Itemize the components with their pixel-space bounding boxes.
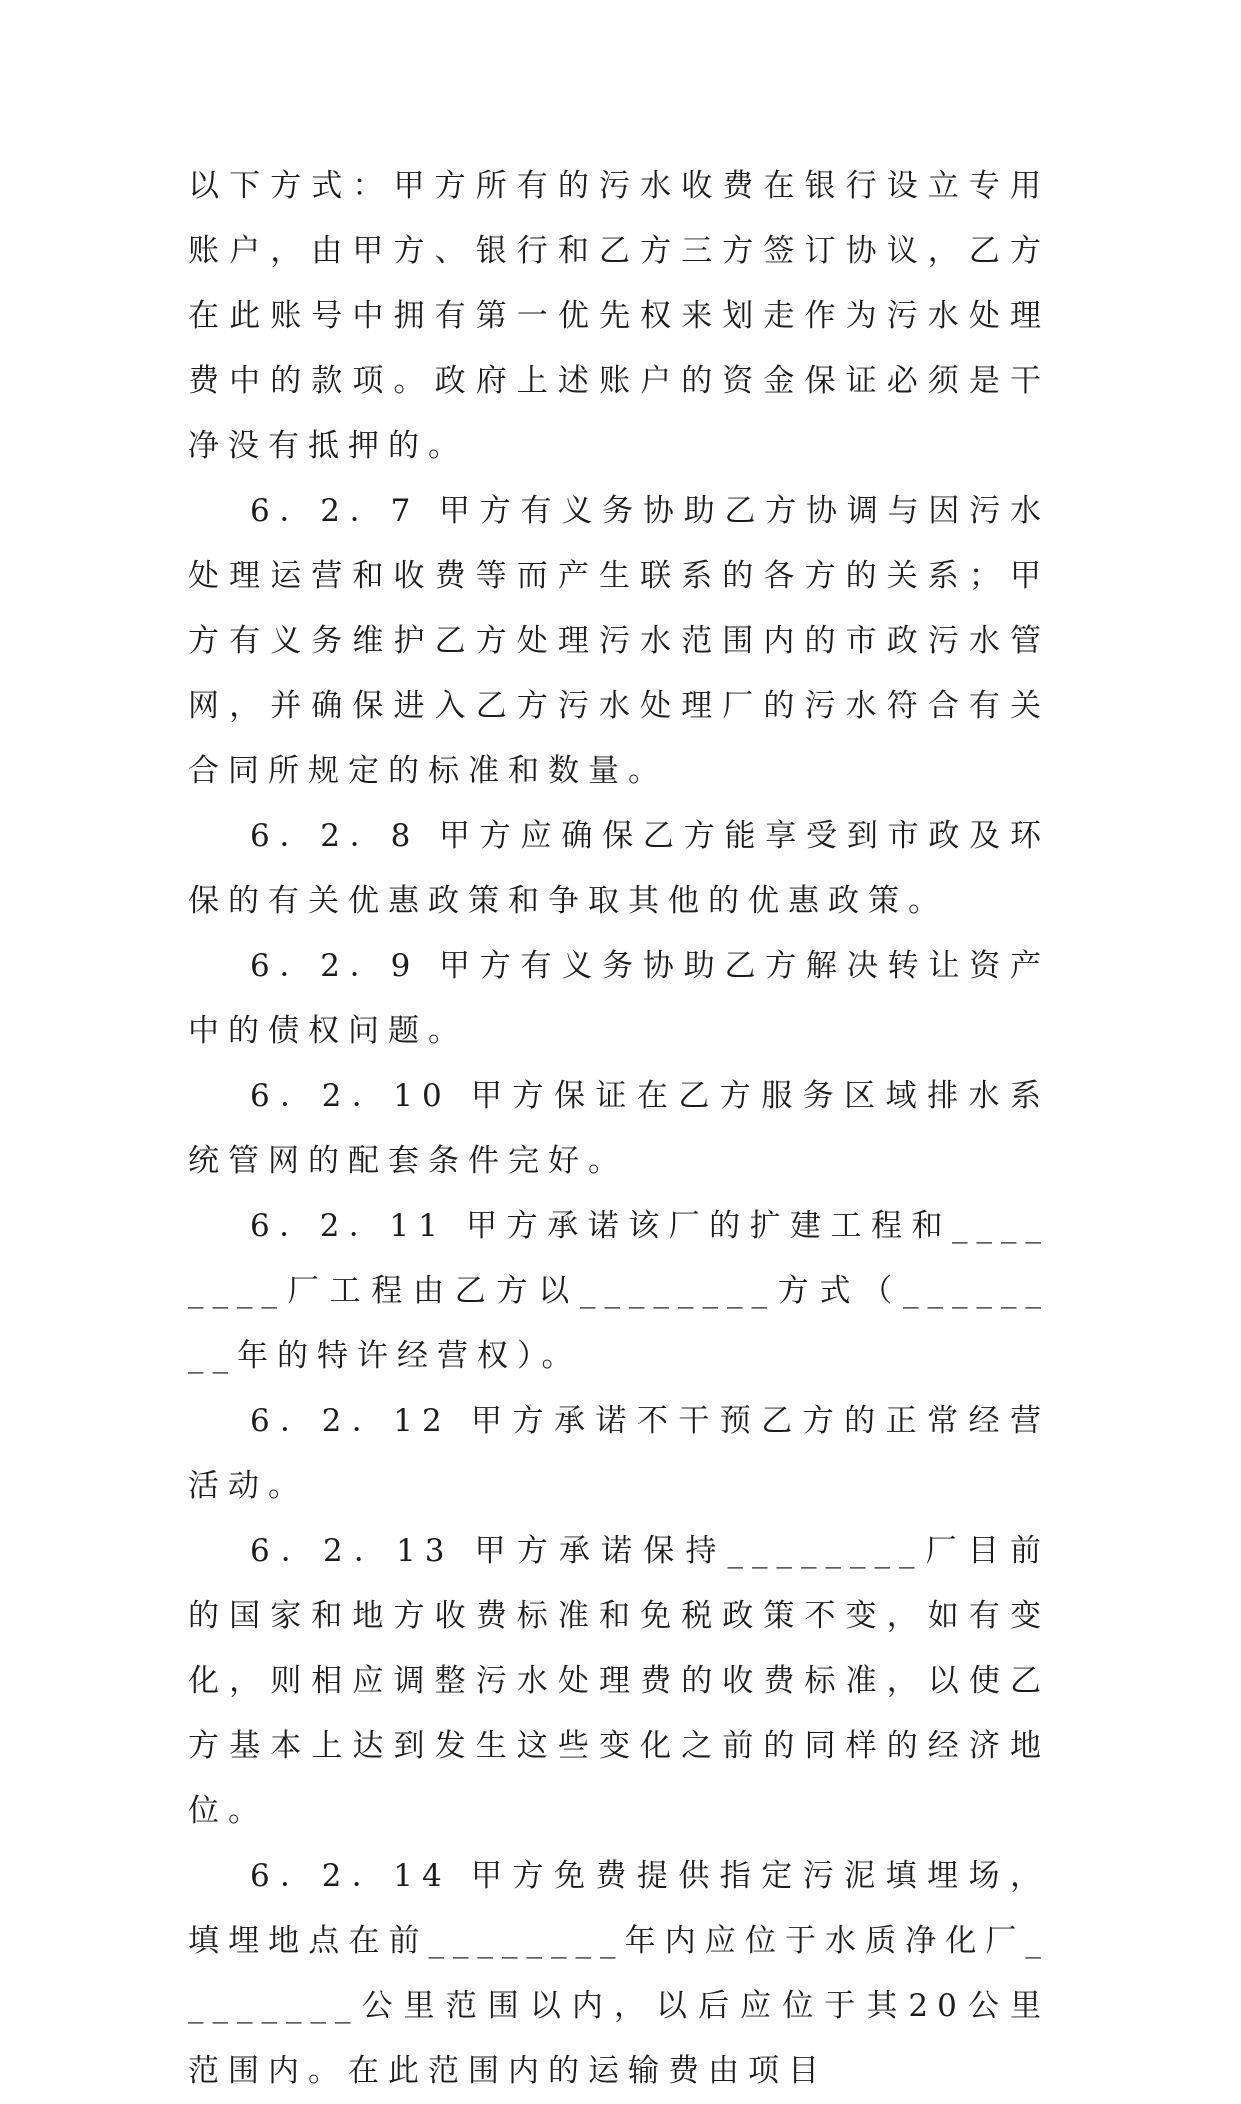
- clause-6-2-7: 6．2．7 甲方有义务协助乙方协调与因污水处理运营和收费等而产生联系的各方的关系；甲方有义务维护乙方处理污水范围内的市政污水管网，并确保进入乙方污水处理厂的污水符合有关合同所规定的标准和数量。: [188, 493, 1050, 789]
- document-body: [188, 154, 1050, 2104]
- clause-6-2-12: 6．2．12 甲方承诺不干预乙方的正常经营活动。: [188, 1403, 1050, 1504]
- paragraph-payment-method: 以下方式：甲方所有的污水收费在银行设立专用账户，由甲方、银行和乙方三方签订协议，乙方在此账号中拥有第一优先权来划走作为污水处理费中的款项。政府上述账户的资金保证必须是干净没有抵押的。: [188, 168, 1050, 464]
- clause-6-2-14: 6．2．14 甲方免费提供指定污泥填埋场，填埋地点在前________年内应位于水质净化厂________公里范围以内，以后应位于其20公里范围内。在此范围内的运输费由项目: [188, 1858, 1050, 2089]
- clause-6-2-11: 6．2．11 甲方承诺该厂的扩建工程和________厂工程由乙方以________方式（________年的特许经营权）。: [188, 1208, 1050, 1374]
- clause-6-2-9: 6．2．9 甲方有义务协助乙方解决转让资产中的债权问题。: [188, 948, 1050, 1049]
- clause-6-2-10: 6．2．10 甲方保证在乙方服务区域排水系统管网的配套条件完好。: [188, 1078, 1050, 1179]
- clause-6-2-13: 6．2．13 甲方承诺保持________厂目前的国家和地方收费标准和免税政策不变，如有变化，则相应调整污水处理费的收费标准，以使乙方基本上达到发生这些变化之前的同样的经济地位。: [188, 1533, 1050, 1829]
- clause-6-2-8: 6．2．8 甲方应确保乙方能享受到市政及环保的有关优惠政策和争取其他的优惠政策。: [188, 818, 1050, 919]
